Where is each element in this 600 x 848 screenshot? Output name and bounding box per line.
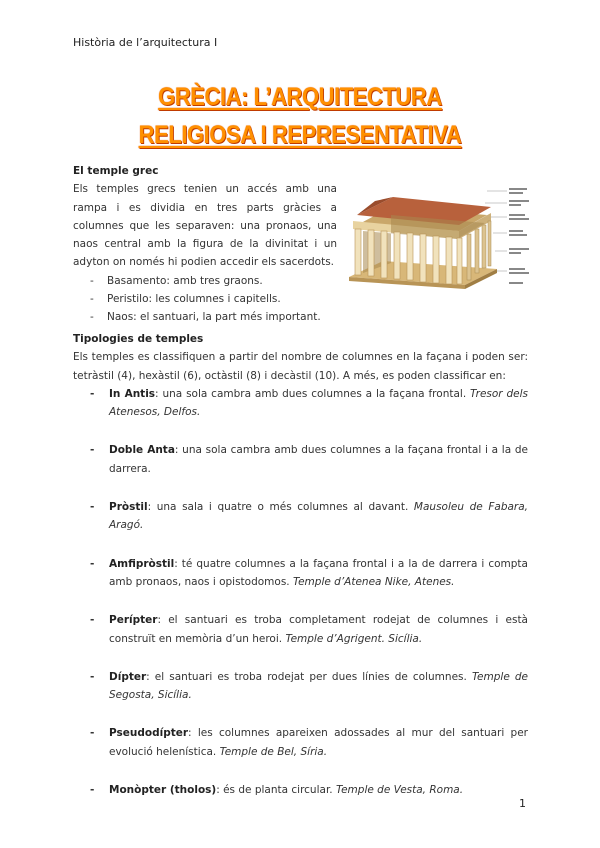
type-description: : una sola cambra amb dues columnes a la façana frontal i a la de darrera. — [109, 444, 528, 475]
title-line-2: RELIGIOSA I REPRESENTATIVA — [138, 121, 462, 149]
list-item — [73, 498, 528, 535]
type-example: Temple de Bel, Síria. — [219, 745, 328, 758]
typologies-heading: Tipologies de temples — [73, 333, 204, 345]
type-description: : una sola cambra amb dues columnes a la façana frontal. — [155, 387, 471, 400]
temple-front-columns — [355, 229, 462, 284]
page-title — [0, 78, 600, 154]
typologies-section — [73, 330, 528, 819]
list-item — [73, 385, 528, 422]
type-description: : té quatre columnes a la façana frontal i a la de darrera i compta amb pronaos, naos i opistodomos. — [109, 557, 528, 588]
type-name: Pseudodípter — [109, 727, 189, 740]
typologies-intro: Els temples es classifiquen a partir del nombre de columnes en la façana i poden ser: tetràstil (4), hexàstil (6), octàstil (8) i decàstil (10). A més, es poden classificar en: — [73, 351, 528, 382]
type-example: Mausoleu de Fabara, Aragó. — [109, 501, 529, 532]
list-item — [73, 441, 528, 478]
type-description: : una sala i quatre o més columnes al davant. — [147, 501, 414, 514]
type-example: Temple de Segosta, Sicília. — [109, 670, 529, 702]
page-number: 1 — [519, 797, 526, 810]
annotation-labels — [509, 188, 529, 284]
type-description: : el santuari es troba completament rodejat de columnes i està construït en memòria d’un heroi. — [109, 614, 528, 645]
type-name: Pròstil — [109, 501, 148, 514]
type-name: In Antis — [109, 387, 156, 400]
list-item: - Peristilo: les columnes i capitells. — [73, 290, 528, 308]
temple-text-column — [73, 162, 337, 272]
type-description: : és de planta circular. — [216, 784, 336, 797]
list-item: - Basamento: amb tres graons. — [73, 272, 528, 290]
temple-heading: El temple grec — [73, 165, 159, 177]
list-item: - Naos: el santuari, la part més important. — [73, 308, 528, 326]
running-header: Història de l’arquitectura I — [73, 36, 218, 49]
type-name: Dípter — [109, 670, 147, 683]
type-name: Doble Anta — [109, 444, 175, 457]
type-name: Monòpter (tholos) — [109, 784, 217, 797]
temple-paragraph: Els temples grecs tenien un accés amb una rampa i es dividia en tres parts gràcies a columnes que les separaven: una pronaos, una naos central amb la figura de la divinitat i un adyton on només hi podien accedir els sacerdots. — [73, 183, 337, 269]
typologies-list — [73, 385, 528, 799]
list-item — [73, 555, 528, 592]
type-example: Temple d’Atenea Nike, Atenes. — [292, 575, 455, 588]
type-description: : el santuari es troba rodejat per dues línies de columnes. — [146, 670, 472, 683]
type-name: Amfipròstil — [109, 557, 175, 570]
list-item — [73, 724, 528, 761]
type-example: Temple d’Agrigent. Sicília. — [285, 632, 423, 645]
type-description: : les columnes apareixen adossades al mur del santuari per evolució helenística. — [109, 727, 528, 758]
type-example: Tresor dels Atenesos, Delfos. — [109, 387, 528, 419]
type-name: Perípter — [109, 614, 158, 627]
list-item — [73, 668, 528, 705]
list-item — [73, 611, 528, 648]
title-line-1: GRÈCIA: L’ARQUITECTURA — [158, 83, 442, 111]
temple-illustration — [347, 181, 535, 293]
list-item — [73, 781, 528, 799]
type-example: Temple de Vesta, Roma. — [335, 784, 464, 797]
